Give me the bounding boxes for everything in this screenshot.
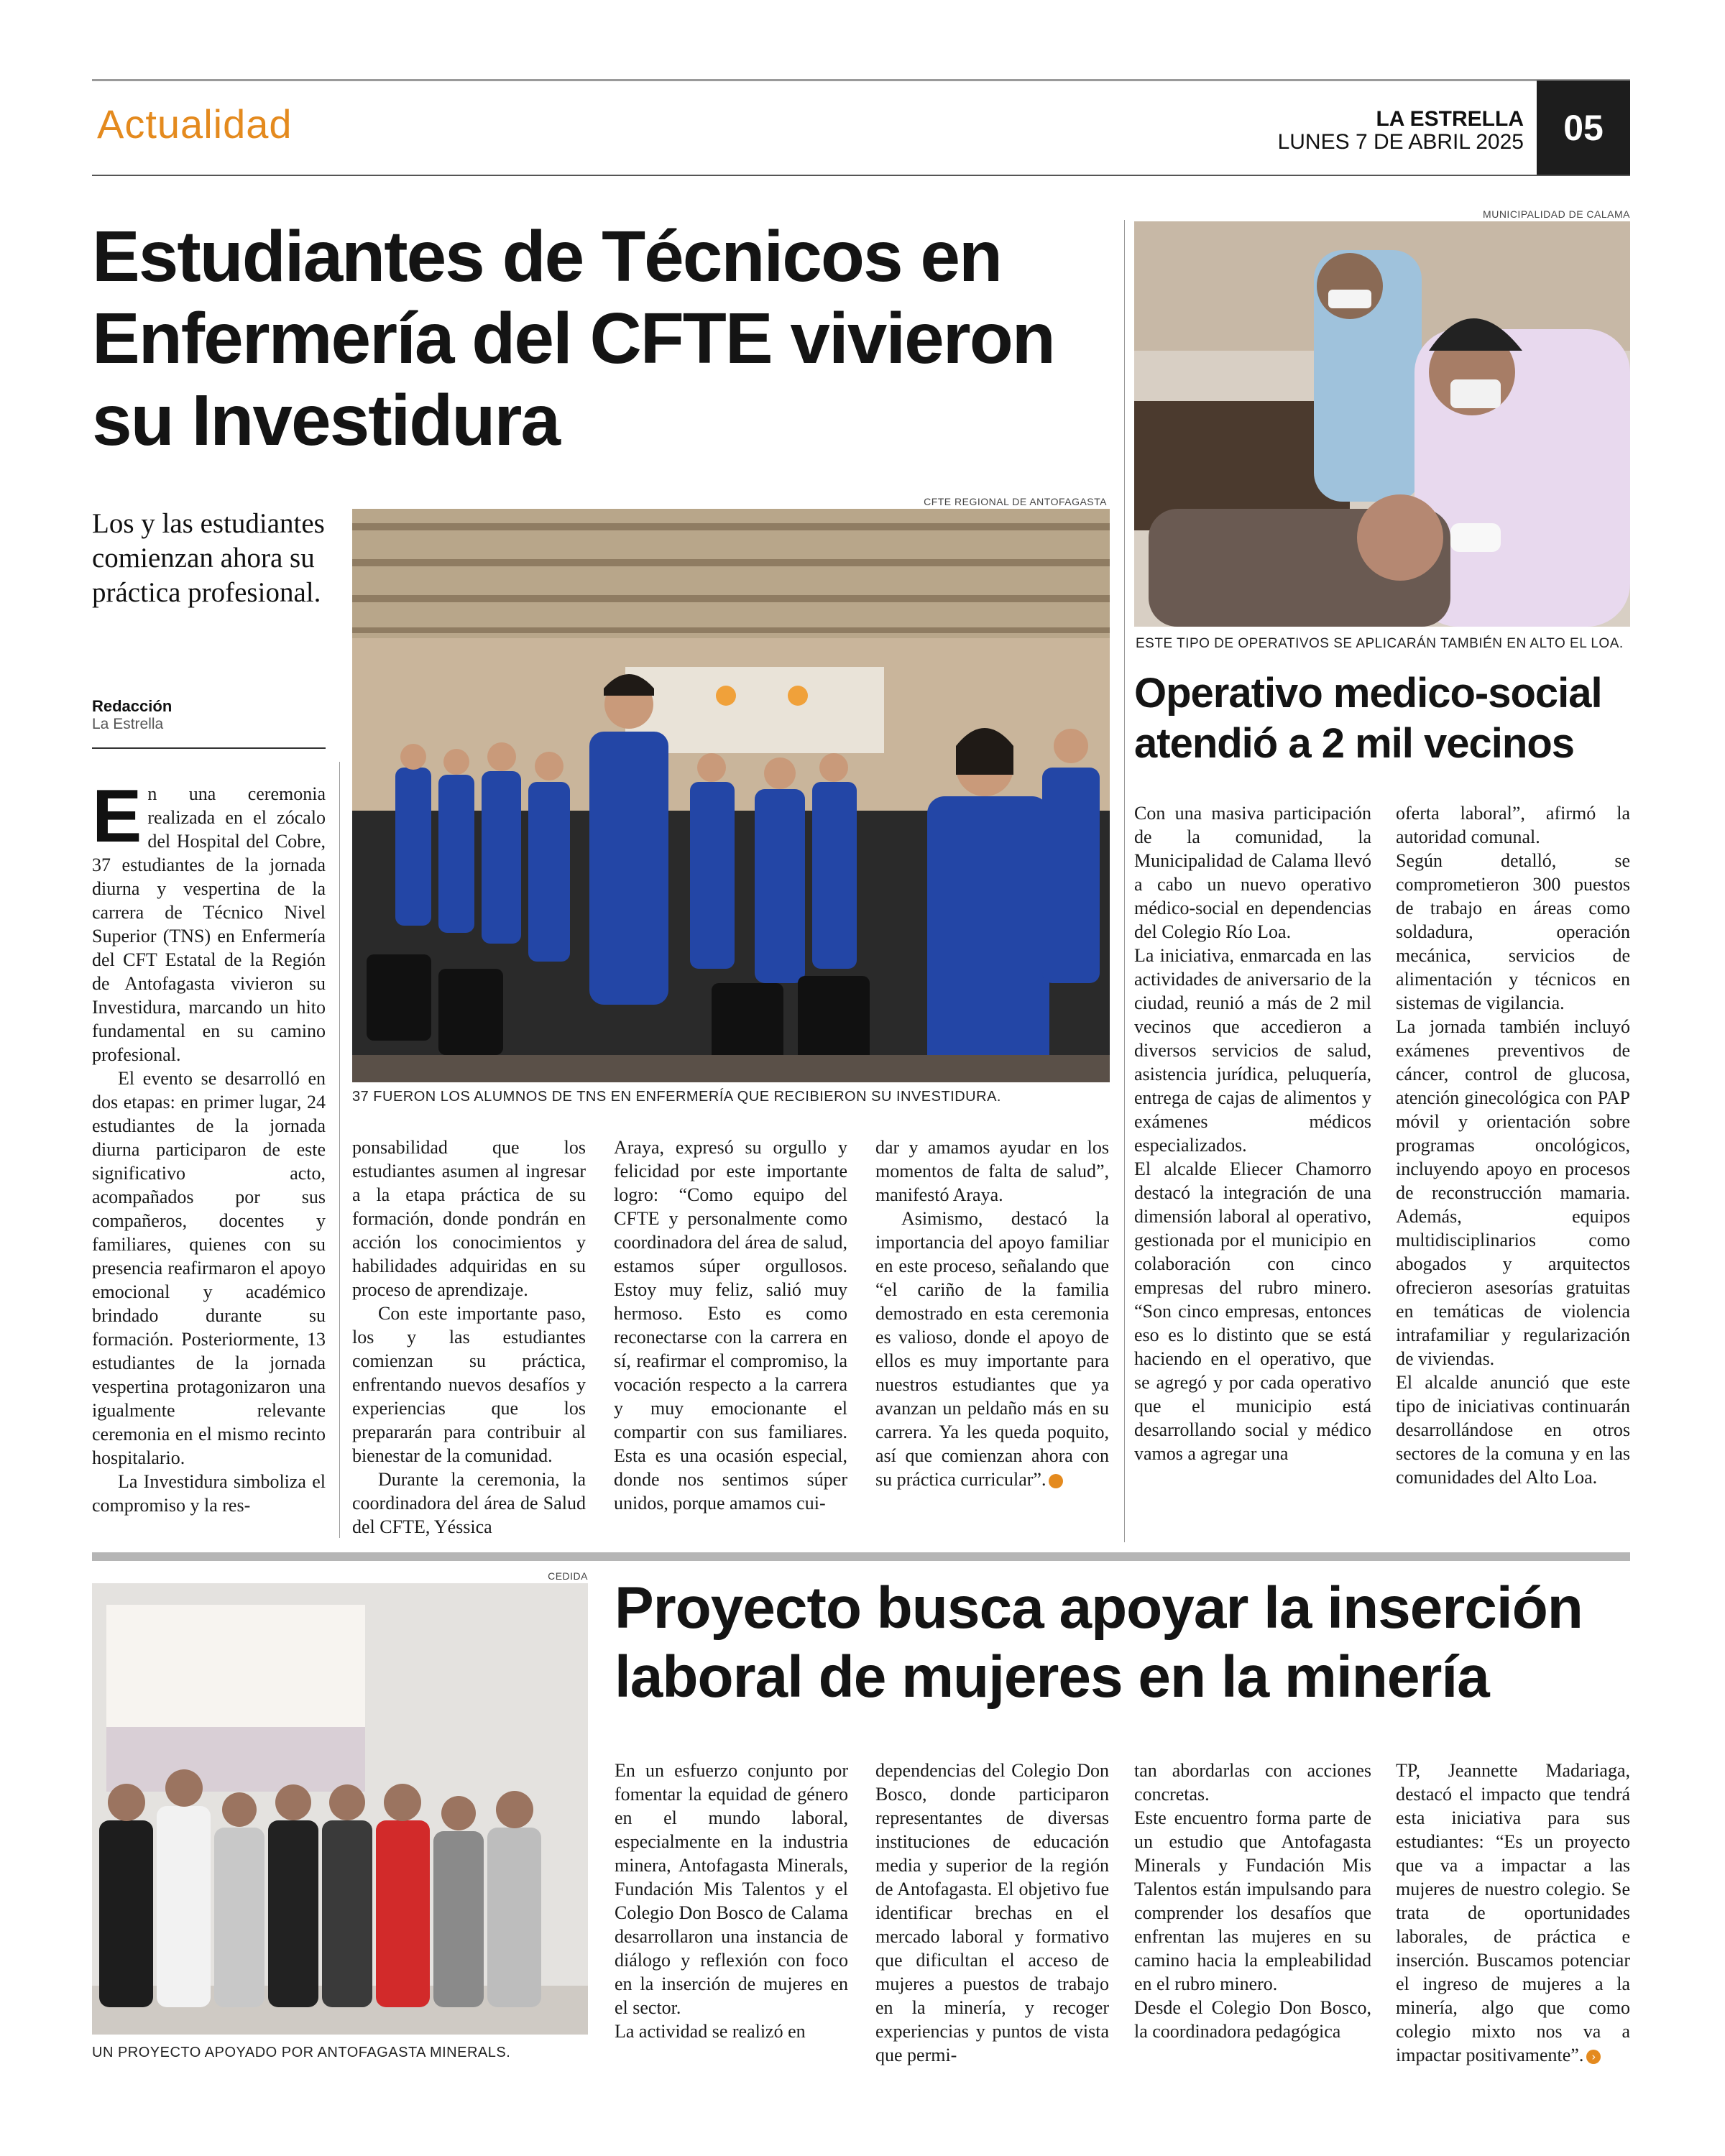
issue-date: LUNES 7 DE ABRIL 2025: [1277, 130, 1524, 154]
bottom-col-2: [875, 1759, 1109, 2067]
main-col1-p3: La Investidura simboliza el compromiso y la res-: [92, 1471, 326, 1516]
side-headline: Operativo medico-social atendió a 2 mil vecinos: [1134, 670, 1602, 767]
bottom-col3-p3: Desde el Colegio Don Bosco, la coordinadora pedagógica: [1134, 1997, 1371, 2042]
main-col4-p1: dar y amamos ayudar en los momentos de falta de salud”, manifestó Araya.: [875, 1137, 1109, 1205]
main-col2-p3: Durante la ceremonia, la coordinadora del área de Salud del CFTE, Yéssica: [352, 1469, 586, 1537]
page-number: 05: [1537, 80, 1630, 175]
main-col2-p2: Con este importante paso, los y las estudiantes comienzan su práctica, enfrentando nuevos desafíos y experiencias que los prepararán para contribuir al bienestar de la comunidad.: [352, 1303, 586, 1466]
side-photo: [1134, 221, 1630, 627]
side-col2-p2: Según detalló, se comprometieron 300 puestos de trabajo en áreas como soldadura, operación mecánica, servicios de alimentación y técnicos en sistemas de vigilancia.: [1396, 850, 1630, 1013]
main-col-4: [875, 1135, 1109, 1491]
end-of-article-icon: ›: [1586, 2050, 1601, 2064]
drop-cap: E: [92, 775, 142, 858]
bottom-col-3: [1134, 1759, 1371, 2043]
main-photo-credit: CFTE REGIONAL DE ANTOFAGASTA: [924, 496, 1107, 507]
side-col-1: [1134, 801, 1371, 1465]
bottom-col-4: [1396, 1759, 1630, 2067]
main-photo: [352, 509, 1110, 1082]
header-rule: [92, 175, 1630, 176]
side-col2-p4: El alcalde anunció que este tipo de iniciativas continuarán desarrollándose en otros sectores de la comuna y en las comunidades del Alto Loa.: [1396, 1372, 1630, 1488]
side-photo-credit: MUNICIPALIDAD DE CALAMA: [1483, 208, 1630, 220]
bottom-col4-p1: [1396, 1759, 1630, 2067]
bottom-col-1: [615, 1759, 848, 2043]
main-col4-p2: [875, 1207, 1109, 1491]
side-col1-p1: Con una masiva participación de la comunidad, la Municipalidad de Calama llevó a cabo un nuevo operativo médico-social en dependencias del Colegio Río Loa.: [1134, 803, 1371, 942]
main-deck: Los y las estudiantes comienzan ahora su práctica profesional.: [92, 508, 325, 608]
bottom-col1-p2: La actividad se realizó en: [615, 2021, 806, 2042]
main-headline: Estudiantes de Técnicos en Enfermería del CFTE vivieron su Investidura: [92, 216, 1054, 461]
main-col-3: [614, 1135, 847, 1515]
main-col1-lead: [92, 775, 326, 1067]
side-col-2: [1396, 801, 1630, 1489]
main-col-1: [92, 775, 326, 1517]
newspaper-name: LA ESTRELLA: [1376, 107, 1524, 131]
main-col3-p1: Araya, expresó su orgullo y felicidad por este importante logro: “Como equipo del CFTE y personalmente como coordinadora del área de salud, estamos súper orgullosos. Estoy muy feliz, salió muy hermoso. Esto es como reconectarse con la carrera en sí, reafirmar el compromiso, la vocación respecto a la carrera y muy emocionante el compartir con sus familiares. Esta es una ocasión especial, donde nos sentimos súper unidos, porque amamos cui-: [614, 1137, 847, 1514]
end-of-article-icon: ›: [1049, 1474, 1063, 1488]
bottom-headline: Proyecto busca apoyar la inserción laboral de mujeres en la minería: [615, 1575, 1583, 1710]
bottom-col3-p2: Este encuentro forma parte de un estudio que Antofagasta Minerals y Fundación Mis Talentos están impulsando para comprender los desafíos que enfrentan las mujeres en su camino hacia la empleabilidad en el rubro minero.: [1134, 1807, 1371, 1994]
bottom-col1-p1: En un esfuerzo conjunto por fomentar la equidad de género en el mundo laboral, especialmente en la industria minera, Antofagasta Minerals, Fundación Mis Talentos y el Colegio Don Bosco de Calama desarrollaron una instancia de diálogo y reflexión con foco en la inserción de mujeres en el sector.: [615, 1760, 848, 2018]
bottom-photo-caption: UN PROYECTO APOYADO POR ANTOFAGASTA MINERALS.: [92, 2045, 511, 2060]
byline-outlet: La Estrella: [92, 716, 164, 732]
side-col1-p3: El alcalde Eliecer Chamorro destacó la integración de una dimensión laboral al operativo, gestionada por el municipio en colaboración con cinco empresas del rubro minero. “Son cinco empresas, entonces eso es lo distinto que se está haciendo en el operativo, que se agregó y por cada operativo que el municipio está desarrollando social y médico vamos a agregar una: [1134, 1158, 1371, 1464]
side-col1-p2: La iniciativa, enmarcada en las actividades de aniversario de la ciudad, reunió a más de 2 mil vecinos que accedieron a diversos servicios de salud, asistencia jurídica, peluquería, entrega de cajas de alimentos y exámenes médicos especializados.: [1134, 945, 1371, 1156]
section-separator: [92, 1552, 1630, 1561]
main-photo-caption: 37 FUERON LOS ALUMNOS DE TNS EN ENFERMERÍA QUE RECIBIERON SU INVESTIDURA.: [352, 1089, 1001, 1105]
column-divider: [339, 762, 340, 1538]
side-col2-p1: oferta laboral”, afirmó la autoridad comunal.: [1396, 803, 1630, 847]
bottom-col4-text: TP, Jeannette Madariaga, destacó el impacto que tendrá esta iniciativa para sus estudiantes: “Es un proyecto que va a impactar a las mujeres de nuestro colegio. Se trata de oportunidades laborales, de práctica e inserción. Buscamos potenciar el ingreso de mujeres a la minería, algo que como colegio mixto nos va a impactar positivamente”.: [1396, 1760, 1630, 2065]
side-col2-p3: La jornada también incluyó exámenes preventivos de cáncer, control de glucosa, atención ginecológica con PAP móvil y orientación sobre programas oncológicos, incluyendo apoyo en procesos de reconstrucción mamaria. Además, equipos multidisciplinarios como abogados y arquitectos ofrecieron asesorías gratuitas en temáticas de violencia intrafamiliar y regularización de viviendas.: [1396, 1016, 1630, 1369]
main-col-2: [352, 1135, 586, 1539]
side-photo-caption: ESTE TIPO DE OPERATIVOS SE APLICARÁN TAMBIÉN EN ALTO EL LOA.: [1136, 636, 1624, 651]
main-col1-p2: El evento se desarrolló en dos etapas: en primer lugar, 24 estudiantes de la jornada diurna participaron de este significativo acto, acompañados por sus compañeros, docentes y familiares, quienes con su presencia reafirmaron el apoyo emocional y académico brindado durante su formación. Posteriormente, 13 estudiantes de la jornada vespertina protagonizaron una igualmente relevante ceremonia en el mismo recinto hospitalario.: [92, 1068, 326, 1468]
main-col2-p1: ponsabilidad que los estudiantes asumen al ingresar a la etapa práctica de su formación, donde pondrán en acción los conocimientos y habilidades adquiridas en su proceso de aprendizaje.: [352, 1137, 586, 1300]
byline-author: Redacción: [92, 697, 172, 715]
byline-rule: [92, 747, 326, 749]
bottom-col2-p1: dependencias del Colegio Don Bosco, donde participaron representantes de diversas instituciones de educación media y superior de la región de Antofagasta. El objetivo fue identificar brechas en el mercado laboral y formativo que dificultan el acceso de mujeres a puestos de trabajo en la minería, y recoger experiencias y puntos de vista que permi-: [875, 1760, 1109, 2065]
bottom-photo: [92, 1583, 588, 2035]
bottom-photo-credit: CEDIDA: [548, 1570, 588, 1582]
side-divider: [1124, 220, 1125, 1542]
bottom-col3-p1: tan abordarlas con acciones concretas.: [1134, 1760, 1371, 1805]
main-col1-p1: n una ceremonia realizada en el zócalo del Hospital del Cobre, 37 estudiantes de la jornada diurna y vespertina de la carrera de Técnico Nivel Superior (TNS) en Enfermería del CFT Estatal de la Región de Antofagasta vivieron su Investidura, marcando un hito fundamental en su camino profesional.: [92, 783, 326, 1065]
main-col4-p2-text: Asimismo, destacó la importancia del apoyo familiar en este proceso, señalando que “el cariño de la familia demostrado en esta ceremonia es valioso, donde el apoyo de ellos es muy importante para nuestros estudiantes que ya avanzan un peldaño más en su carrera. Ya les queda poquito, así que comienzan ahora con su práctica curricular”.: [875, 1208, 1109, 1490]
top-rule: [92, 79, 1630, 81]
section-label: Actualidad: [97, 101, 293, 147]
